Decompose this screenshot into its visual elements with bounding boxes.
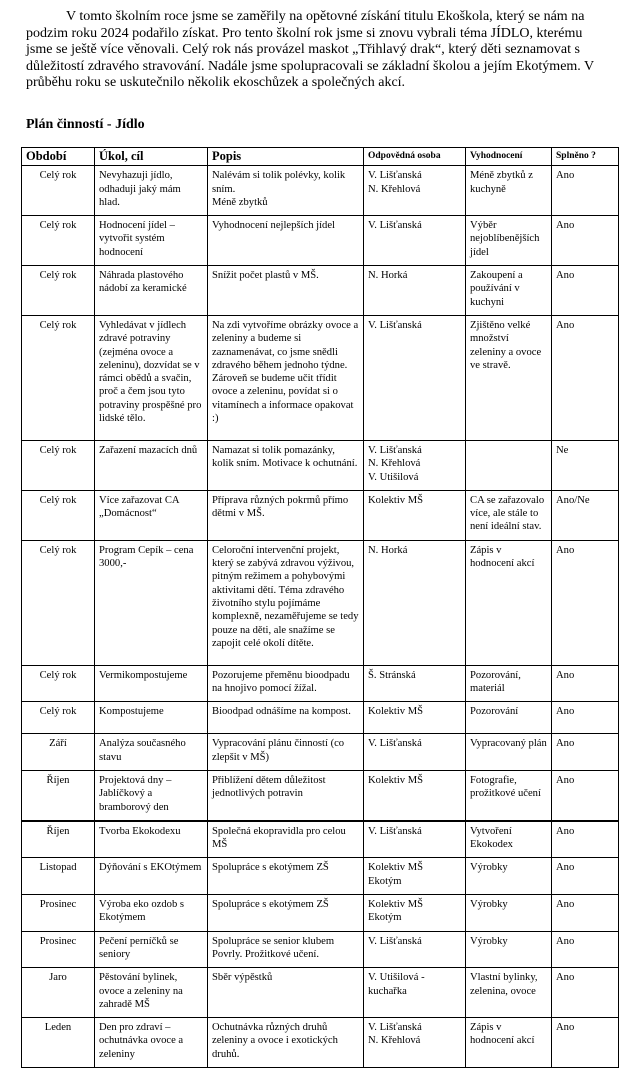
cell-responsible: Kolektiv MŠ (364, 702, 466, 734)
cell-responsible: V. Lišťanská (364, 315, 466, 440)
table-header-row (22, 148, 619, 166)
cell-evaluation: Výrobky (466, 931, 552, 968)
cell-task: Výroba eko ozdob s Ekotýmem (95, 895, 208, 932)
section-heading: Plán činností - Jídlo (26, 117, 145, 132)
table-row (22, 895, 619, 932)
cell-description: Přiblížení dětem důležitost jednotlivých potravin (208, 770, 364, 820)
cell-evaluation: Zápis v hodnocení akcí (466, 1018, 552, 1068)
table-row (22, 266, 619, 316)
header-description: Popis (208, 148, 364, 166)
cell-period: Celý rok (22, 266, 95, 316)
cell-period: Září (22, 734, 95, 771)
table-row (22, 440, 619, 490)
cell-responsible: Kolektiv MŠ (364, 770, 466, 820)
cell-evaluation: Vlastní bylinky, zelenina, ovoce (466, 968, 552, 1018)
cell-description: Celoroční intervenční projekt, který se zabývá zdravou výživou, pitným režimem a pohybovými aktivitami dětí. Téma zdravého životního stylu pojímáme komplexně, nezaměřujeme se tedy pouze na děti, ale snažíme se zapojit celé okolí dítěte. (208, 540, 364, 665)
intro-paragraph: V tomto školním roce jsme se zaměřily na opětovné získání titulu Ekoškola, který se nám na podzim roku 2024 podařilo získat. Pro tento školní rok jsme si znovu vybrali téma JÍDLO, kterému jsme se ještě více věnovali. Celý rok nás provázel maskot „Třihlavý drak“, který děti seznamovat s důležitostí zdravého stravování. Nadále jsme spolupracovali se základní školou a jejím Ekotýmem. V průběhu roku se uskutečnilo několik ekoschůzek a společných akcí. (26, 9, 594, 91)
cell-done: Ano (552, 315, 619, 440)
table-row (22, 490, 619, 540)
cell-description: Bioodpad odnášíme na kompost. (208, 702, 364, 734)
cell-responsible: Kolektiv MŠ Ekotým (364, 858, 466, 895)
cell-period: Říjen (22, 770, 95, 820)
cell-done: Ano (552, 858, 619, 895)
table-row (22, 702, 619, 734)
cell-task: Zařazení mazacích dnů (95, 440, 208, 490)
cell-task: Náhrada plastového nádobí za keramické (95, 266, 208, 316)
cell-description: Snížit počet plastů v MŠ. (208, 266, 364, 316)
cell-task: Kompostujeme (95, 702, 208, 734)
cell-done: Ano (552, 665, 619, 702)
cell-description: Sběr výpěstků (208, 968, 364, 1018)
cell-task: Projektová dny – Jablíčkový a bramborový den (95, 770, 208, 820)
cell-description: Namazat si tolik pomazánky, kolik sním. Motivace k ochutnání. (208, 440, 364, 490)
cell-evaluation: Výrobky (466, 895, 552, 932)
cell-responsible: V. Lišťanská N. Křehlová (364, 166, 466, 216)
cell-done: Ano (552, 931, 619, 968)
cell-description: Příprava různých pokrmů přímo dětmi v MŠ. (208, 490, 364, 540)
cell-period: Celý rok (22, 702, 95, 734)
cell-evaluation: Fotografie, prožitkové učení (466, 770, 552, 820)
cell-evaluation: Vypracovaný plán (466, 734, 552, 771)
cell-period: Listopad (22, 858, 95, 895)
cell-evaluation: Výrobky (466, 858, 552, 895)
table-row (22, 1018, 619, 1068)
cell-evaluation: Výběr nejoblíbenějších jídel (466, 216, 552, 266)
table-row (22, 821, 619, 858)
cell-description: Ochutnávka různých druhů zeleniny a ovoce i exotických druhů. (208, 1018, 364, 1068)
table-body (22, 166, 619, 1068)
cell-evaluation: Pozorování, materiál (466, 665, 552, 702)
cell-description: Spolupráce s ekotýmem ZŠ (208, 858, 364, 895)
cell-evaluation: Zjištěno velké množství zeleniny a ovoce ve stravě. (466, 315, 552, 440)
cell-responsible: V. Lišťanská N. Křehlová (364, 1018, 466, 1068)
table-row (22, 968, 619, 1018)
cell-responsible: V. Lišťanská (364, 216, 466, 266)
cell-description: Pozorujeme přeměnu bioodpadu na hnojivo pomocí žížal. (208, 665, 364, 702)
cell-evaluation (466, 440, 552, 490)
cell-period: Celý rok (22, 315, 95, 440)
table-row (22, 931, 619, 968)
cell-evaluation: Méně zbytků z kuchyně (466, 166, 552, 216)
cell-period: Prosinec (22, 931, 95, 968)
cell-responsible: Kolektiv MŠ Ekotým (364, 895, 466, 932)
cell-evaluation: Zakoupení a používání v kuchyni (466, 266, 552, 316)
table-row (22, 166, 619, 216)
cell-responsible: V. Lišťanská (364, 931, 466, 968)
cell-period: Říjen (22, 821, 95, 858)
header-responsible: Odpovědná osoba (364, 148, 466, 166)
cell-responsible: N. Horká (364, 266, 466, 316)
cell-task: Pečení perníčků se seniory (95, 931, 208, 968)
cell-task: Analýza současného stavu (95, 734, 208, 771)
cell-evaluation: Vytvoření Ekokodex (466, 821, 552, 858)
cell-task: Den pro zdraví – ochutnávka ovoce a zeleniny (95, 1018, 208, 1068)
cell-done: Ne (552, 440, 619, 490)
cell-period: Celý rok (22, 490, 95, 540)
cell-evaluation: CA se zařazovalo více, ale stále to není ideální stav. (466, 490, 552, 540)
cell-period: Celý rok (22, 665, 95, 702)
cell-done: Ano (552, 540, 619, 665)
table-row (22, 734, 619, 771)
cell-period: Prosinec (22, 895, 95, 932)
cell-responsible: V. Lišťanská (364, 734, 466, 771)
cell-responsible: V. Lišťanská (364, 821, 466, 858)
cell-task: Program Cepík – cena 3000,- (95, 540, 208, 665)
cell-description: Společná ekopravidla pro celou MŠ (208, 821, 364, 858)
cell-done: Ano (552, 770, 619, 820)
cell-done: Ano (552, 702, 619, 734)
cell-period: Celý rok (22, 440, 95, 490)
cell-period: Celý rok (22, 166, 95, 216)
header-done: Splněno ? (552, 148, 619, 166)
table-row (22, 216, 619, 266)
cell-responsible: N. Horká (364, 540, 466, 665)
cell-description: Vyhodnocení nejlepších jídel (208, 216, 364, 266)
cell-done: Ano (552, 1018, 619, 1068)
cell-responsible: Š. Stránská (364, 665, 466, 702)
cell-period: Leden (22, 1018, 95, 1068)
cell-done: Ano (552, 734, 619, 771)
cell-task: Vyhledávat v jídlech zdravé potraviny (zejména ovoce a zeleninu), dozvídat se v rámci obědů a svačin, proč a čem jsou tyto potraviny prospěšné pro lidské tělo. (95, 315, 208, 440)
cell-done: Ano (552, 166, 619, 216)
cell-done: Ano (552, 821, 619, 858)
header-period: Období (22, 148, 95, 166)
cell-task: Více zařazovat CA „Domácnost“ (95, 490, 208, 540)
cell-done: Ano (552, 216, 619, 266)
cell-period: Celý rok (22, 540, 95, 665)
cell-task: Pěstování bylinek, ovoce a zeleniny na zahradě MŠ (95, 968, 208, 1018)
activity-plan-table (21, 147, 619, 1068)
cell-done: Ano (552, 266, 619, 316)
cell-period: Jaro (22, 968, 95, 1018)
cell-task: Tvorba Ekokodexu (95, 821, 208, 858)
cell-evaluation: Pozorování (466, 702, 552, 734)
header-evaluation: Vyhodnocení (466, 148, 552, 166)
cell-description: Spolupráce s ekotýmem ZŠ (208, 895, 364, 932)
cell-description: Nalévám si tolik polévky, kolik sním. Méně zbytků (208, 166, 364, 216)
cell-task: Hodnocení jídel – vytvořit systém hodnocení (95, 216, 208, 266)
table-row (22, 540, 619, 665)
table-row (22, 770, 619, 820)
cell-description: Na zdi vytvoříme obrázky ovoce a zeleniny a budeme si zaznamenávat, co jsme snědli zdravého během jednoho týdne. Zároveň se budeme učit třídit ovoce a zeleninu, povídat si o vitamínech a informace opakovat :) (208, 315, 364, 440)
cell-evaluation: Zápis v hodnocení akcí (466, 540, 552, 665)
cell-task: Nevyhazuji jídlo, odhaduji jaký mám hlad. (95, 166, 208, 216)
cell-responsible: V. Lišťanská N. Křehlová V. Utišilová (364, 440, 466, 490)
cell-responsible: V. Utišilová - kuchařka (364, 968, 466, 1018)
cell-period: Celý rok (22, 216, 95, 266)
header-task: Úkol, cíl (95, 148, 208, 166)
table-row (22, 315, 619, 440)
cell-done: Ano/Ne (552, 490, 619, 540)
table-row (22, 665, 619, 702)
cell-responsible: Kolektiv MŠ (364, 490, 466, 540)
cell-task: Dýňování s EKOtýmem (95, 858, 208, 895)
cell-description: Vypracování plánu činností (co zlepšit v MŠ) (208, 734, 364, 771)
cell-done: Ano (552, 895, 619, 932)
table-row (22, 858, 619, 895)
cell-done: Ano (552, 968, 619, 1018)
cell-description: Spolupráce se senior klubem Povrly. Prožitkové učení. (208, 931, 364, 968)
cell-task: Vermikompostujeme (95, 665, 208, 702)
